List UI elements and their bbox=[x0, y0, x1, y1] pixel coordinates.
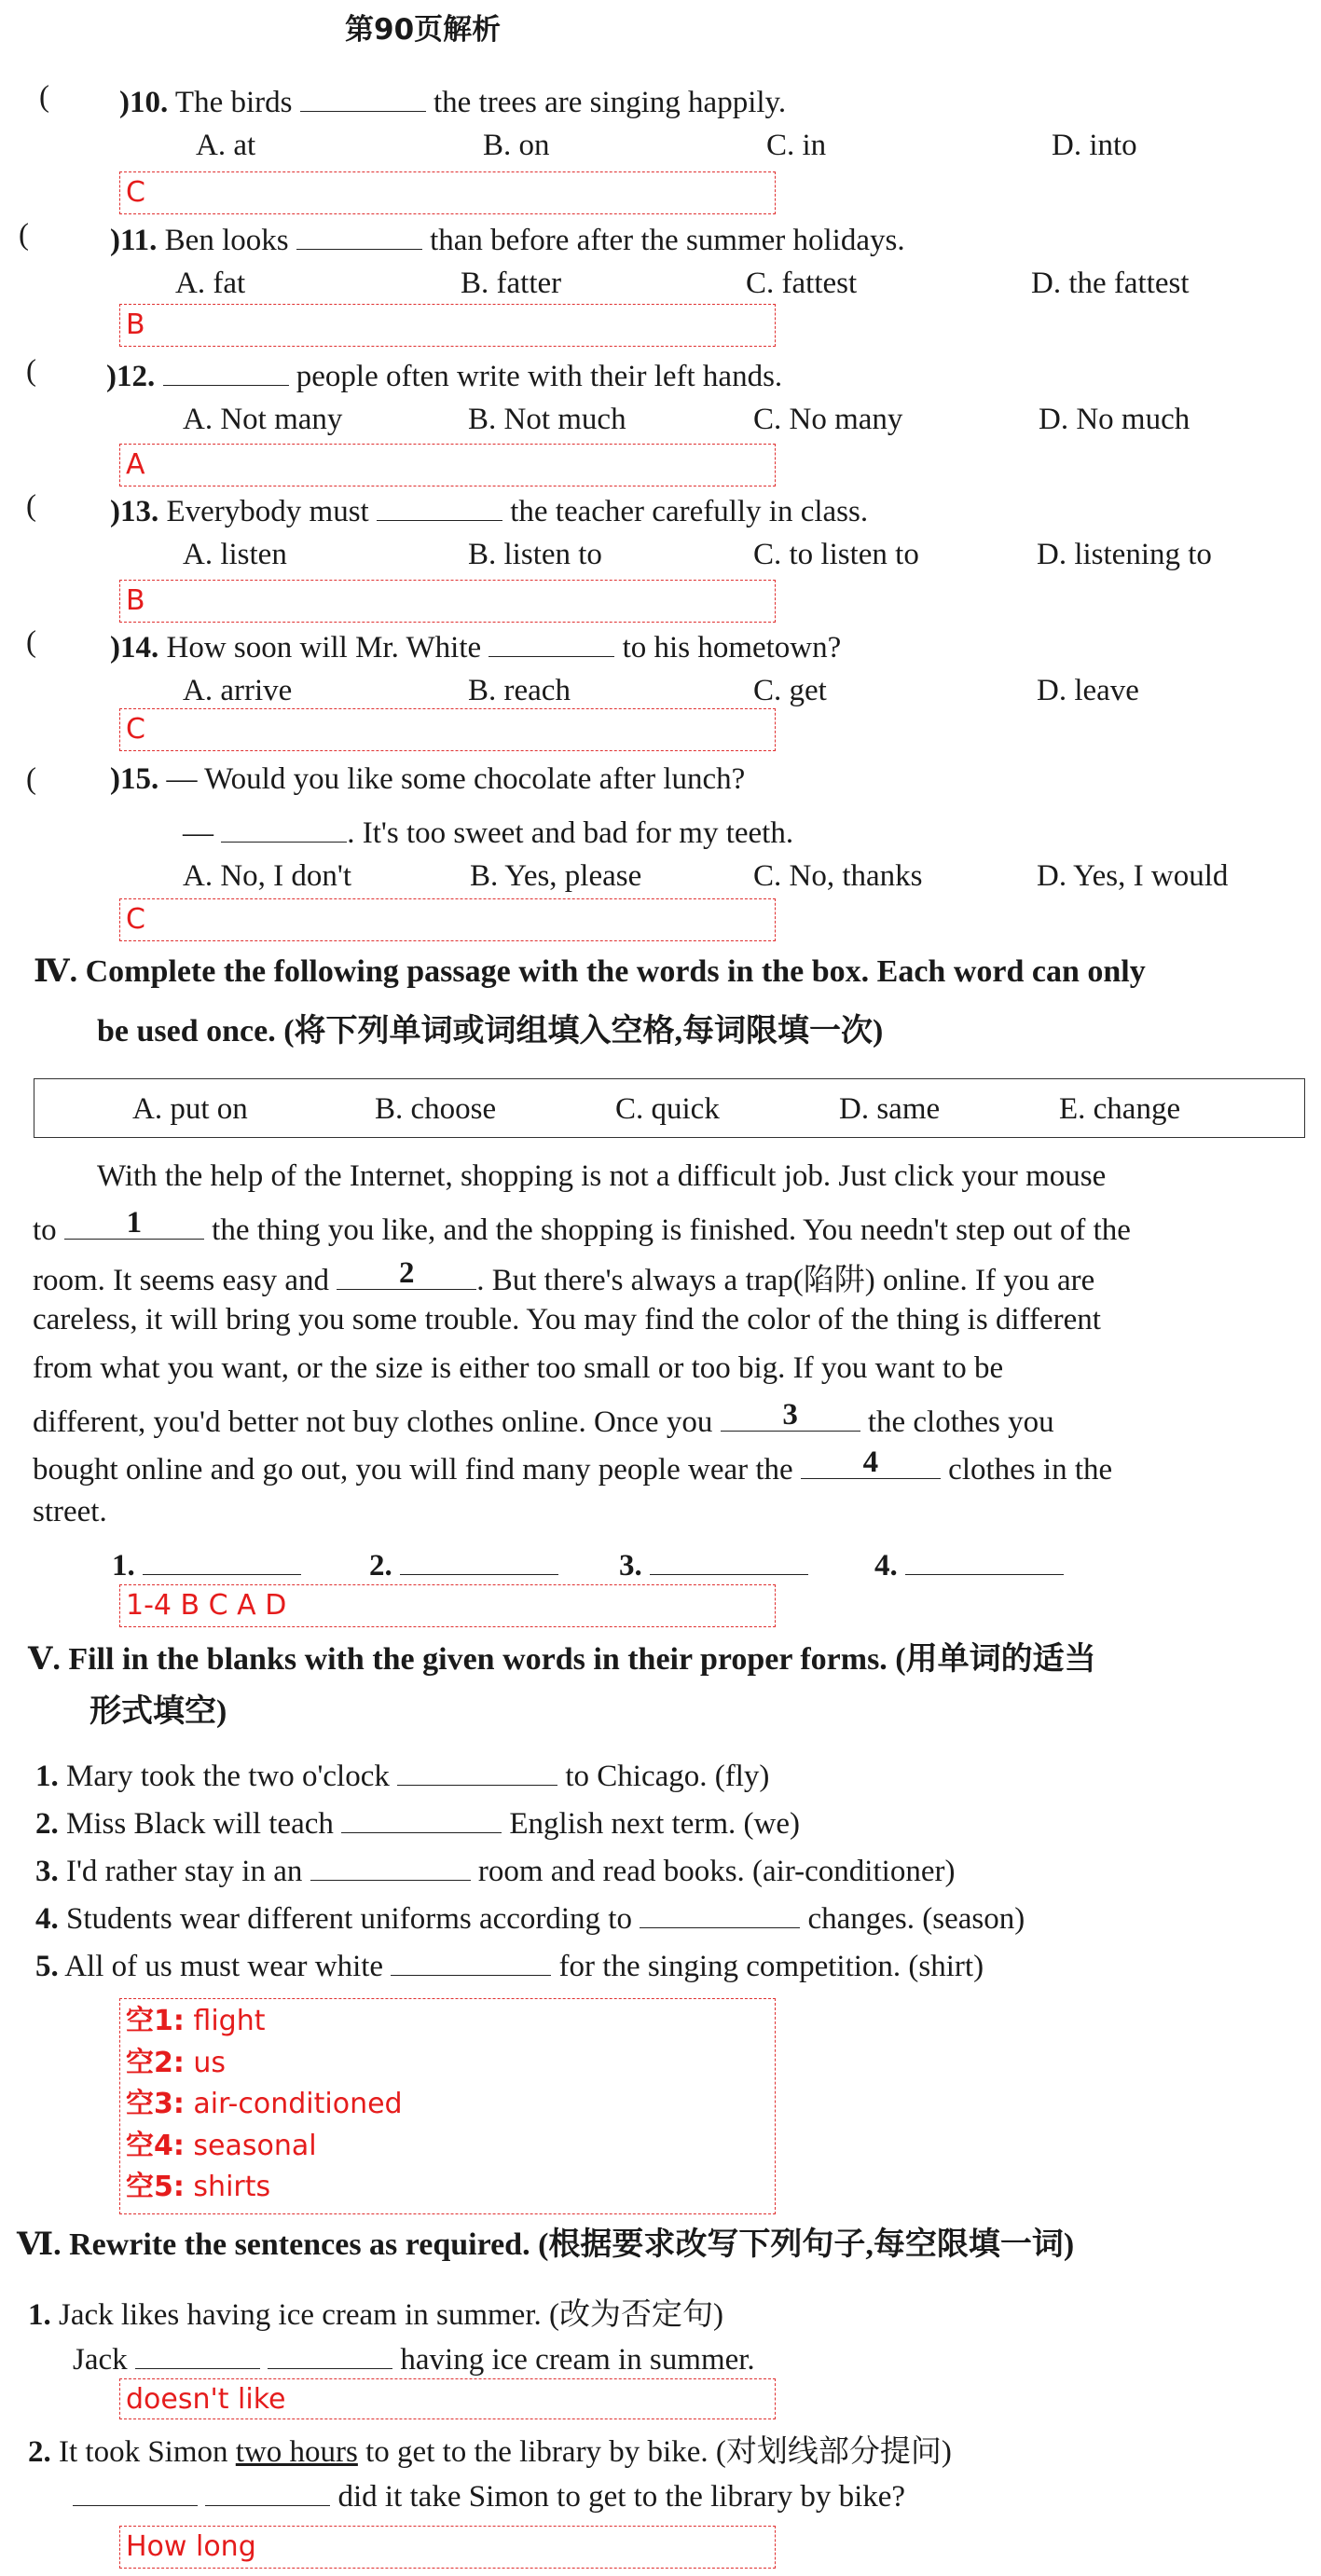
item-text: All of us must wear white bbox=[64, 1950, 384, 1983]
answer-box: How long bbox=[119, 2526, 776, 2569]
answer-box: A bbox=[119, 444, 776, 486]
item-text: did it take Simon to get to the library by bike? bbox=[337, 2480, 906, 2514]
passage-text: bought online and go out, you will find many people wear the bbox=[33, 1453, 793, 1487]
answer-label: 空3: bbox=[126, 2088, 185, 2120]
answer-line bbox=[369, 1543, 558, 1583]
question-text: than before after the summer holidays. bbox=[430, 224, 905, 257]
item-number: 5. bbox=[35, 1950, 59, 1983]
box-word: B. choose bbox=[375, 1092, 497, 1126]
section-heading-text: Fill in the blanks with the given words in their proper forms. (用单词的适当 bbox=[68, 1642, 1096, 1677]
answer-label: 空4: bbox=[126, 2129, 185, 2162]
passage-text: to bbox=[33, 1213, 57, 1247]
item-number: 1. bbox=[35, 1760, 59, 1793]
item-text: to Chicago. (fly) bbox=[565, 1760, 770, 1793]
question-text: the trees are singing happily. bbox=[433, 86, 787, 119]
section-heading-text: Complete the following passage with the words in the box. Each word can only bbox=[85, 954, 1146, 989]
question-number: )14. bbox=[110, 631, 159, 665]
item-text: Students wear different uniforms according to bbox=[66, 1902, 632, 1936]
item-text: changes. (season) bbox=[807, 1902, 1025, 1936]
answer-row bbox=[126, 2084, 769, 2126]
option: B. reach bbox=[468, 674, 571, 707]
answer-box: B bbox=[119, 304, 776, 347]
question-text: Ben looks bbox=[164, 224, 289, 257]
item-text: Jack likes having ice cream in summer. (改为否定句) bbox=[59, 2298, 723, 2332]
answer-paren: ( bbox=[26, 489, 36, 523]
question-number: )10. bbox=[119, 86, 169, 119]
answer-value: seasonal bbox=[193, 2129, 317, 2162]
page-title: 第90页解析 bbox=[345, 13, 502, 47]
answer-label: 1. bbox=[112, 1549, 135, 1583]
answer-box: C bbox=[119, 708, 776, 751]
option: A. No, I don't bbox=[183, 859, 352, 893]
item-text: Jack bbox=[73, 2343, 128, 2377]
option: D. the fattest bbox=[1031, 267, 1190, 300]
answer-value: shirts bbox=[193, 2171, 271, 2203]
item-text: room and read books. (air-conditioner) bbox=[477, 1855, 956, 1888]
passage-text: room. It seems easy and bbox=[33, 1264, 329, 1297]
option: D. into bbox=[1052, 129, 1137, 162]
rewrite-item-line2 bbox=[73, 2337, 755, 2377]
section-number: Ⅴ. bbox=[28, 1642, 61, 1677]
passage-text: different, you'd better not buy clothes online. Once you bbox=[33, 1405, 713, 1439]
item-text: for the singing competition. (shirt) bbox=[558, 1950, 984, 1983]
question-12 bbox=[106, 354, 782, 394]
passage-line bbox=[33, 1255, 1094, 1299]
option: C. to listen to bbox=[753, 538, 919, 571]
answer-label: 2. bbox=[369, 1549, 392, 1583]
blank-number: 3 bbox=[782, 1398, 798, 1432]
question-14 bbox=[110, 625, 841, 665]
item-text: to get to the library by bike. (对划线部分提问) bbox=[365, 2435, 952, 2469]
answer-label: 空2: bbox=[126, 2046, 185, 2079]
answer-label: 3. bbox=[619, 1549, 642, 1583]
option: D. leave bbox=[1037, 674, 1139, 707]
rewrite-item bbox=[28, 2427, 952, 2471]
passage-line: careless, it will bring you some trouble. You may find the color of the thing is different bbox=[33, 1303, 1101, 1336]
underlined-text: two hours bbox=[235, 2435, 358, 2469]
question-text: — Would you like some chocolate after lunch? bbox=[166, 762, 746, 796]
item-number: 2. bbox=[28, 2435, 51, 2469]
question-13 bbox=[110, 489, 868, 529]
section-5-heading-line2: 形式填空) bbox=[89, 1694, 227, 1729]
fill-item bbox=[35, 1897, 1025, 1937]
box-word: C. quick bbox=[615, 1092, 720, 1126]
option: D. No much bbox=[1039, 403, 1190, 436]
option: B. on bbox=[483, 129, 550, 162]
section-6-heading bbox=[17, 2218, 1074, 2264]
item-text: Mary took the two o'clock bbox=[66, 1760, 390, 1793]
option: A. fat bbox=[175, 267, 246, 300]
answer-value: us bbox=[193, 2046, 227, 2079]
passage-line: With the help of the Internet, shopping is not a difficult job. Just click your mouse bbox=[97, 1159, 1107, 1193]
passage-text: clothes in the bbox=[948, 1453, 1113, 1487]
answer-paren: ( bbox=[19, 218, 29, 252]
answer-paren: ( bbox=[26, 762, 36, 796]
option: B. listen to bbox=[468, 538, 602, 571]
answer-paren: ( bbox=[39, 80, 49, 114]
dash: — bbox=[183, 816, 213, 850]
answer-row bbox=[126, 2001, 769, 2043]
section-number: Ⅳ. bbox=[34, 954, 78, 989]
item-text: having ice cream in summer. bbox=[400, 2343, 755, 2377]
passage-text: the clothes you bbox=[867, 1405, 1054, 1439]
rewrite-item-line2 bbox=[73, 2474, 905, 2514]
item-number: 4. bbox=[35, 1902, 59, 1936]
answer-value: air-conditioned bbox=[193, 2088, 403, 2120]
answer-paren: ( bbox=[26, 354, 36, 388]
blank-number: 2 bbox=[399, 1256, 415, 1290]
answer-label: 空1: bbox=[126, 2005, 185, 2037]
answer-line bbox=[619, 1543, 808, 1583]
answer-label: 空5: bbox=[126, 2171, 185, 2203]
section-heading-text: Rewrite the sentences as required. (根据要求改写下列句子,每空限填一词) bbox=[69, 2227, 1075, 2262]
option: B. fatter bbox=[461, 267, 562, 300]
fill-item bbox=[35, 1944, 984, 1984]
item-text: Miss Black will teach bbox=[66, 1807, 334, 1841]
question-text: people often write with their left hands. bbox=[296, 360, 783, 393]
passage-line: street. bbox=[33, 1495, 107, 1528]
answer-box bbox=[119, 1998, 776, 2214]
option: C. get bbox=[753, 674, 827, 707]
option: A. arrive bbox=[183, 674, 293, 707]
question-11 bbox=[110, 218, 905, 258]
answer-row bbox=[126, 2126, 769, 2168]
box-word: A. put on bbox=[132, 1092, 248, 1126]
option: C. fattest bbox=[746, 267, 858, 300]
passage-line bbox=[33, 1447, 1112, 1487]
question-text: Everybody must bbox=[166, 495, 369, 528]
question-text: . It's too sweet and bad for my teeth. bbox=[347, 816, 794, 850]
answer-paren: ( bbox=[26, 625, 36, 659]
fill-item bbox=[35, 1849, 955, 1889]
item-text: English next term. (we) bbox=[509, 1807, 800, 1841]
answer-row bbox=[126, 2043, 769, 2085]
question-text: to his hometown? bbox=[622, 631, 842, 665]
answer-box: C bbox=[119, 898, 776, 941]
section-number: Ⅵ. bbox=[17, 2227, 62, 2262]
answer-box: doesn't like bbox=[119, 2378, 776, 2419]
option: B. Yes, please bbox=[470, 859, 642, 893]
blank-number: 1 bbox=[126, 1206, 143, 1240]
question-text: The birds bbox=[174, 86, 293, 119]
passage-line bbox=[33, 1400, 1054, 1440]
item-number: 2. bbox=[35, 1807, 59, 1841]
question-number: )15. bbox=[110, 762, 159, 796]
passage-line bbox=[33, 1208, 1131, 1248]
section-4-heading bbox=[34, 952, 1146, 990]
item-number: 1. bbox=[28, 2298, 51, 2332]
item-number: 3. bbox=[35, 1855, 59, 1888]
answer-line bbox=[874, 1543, 1064, 1583]
passage-text: the thing you like, and the shopping is finished. You needn't step out of the bbox=[212, 1213, 1131, 1247]
question-10 bbox=[119, 80, 786, 120]
option: C. No many bbox=[753, 403, 903, 436]
option: A. Not many bbox=[183, 403, 343, 436]
question-number: )11. bbox=[110, 224, 158, 257]
blank-number: 4 bbox=[862, 1446, 879, 1479]
answer-row bbox=[126, 2167, 769, 2209]
answer-label: 4. bbox=[874, 1549, 898, 1583]
option: B. Not much bbox=[468, 403, 626, 436]
answer-box: C bbox=[119, 171, 776, 214]
rewrite-item bbox=[28, 2290, 723, 2334]
fill-item bbox=[35, 1802, 800, 1842]
option: D. listening to bbox=[1037, 538, 1212, 571]
item-text: It took Simon bbox=[59, 2435, 228, 2469]
question-text: How soon will Mr. White bbox=[166, 631, 482, 665]
option: A. listen bbox=[183, 538, 287, 571]
box-word: E. change bbox=[1059, 1092, 1181, 1126]
answer-box: 1-4 B C A D bbox=[119, 1584, 776, 1627]
section-5-heading bbox=[28, 1633, 1096, 1679]
answer-value: flight bbox=[193, 2005, 266, 2037]
question-number: )12. bbox=[106, 360, 156, 393]
answer-line bbox=[112, 1543, 301, 1583]
item-text: I'd rather stay in an bbox=[66, 1855, 303, 1888]
passage-text: . But there's always a trap(陷阱) online. If you are bbox=[476, 1264, 1095, 1297]
fill-item bbox=[35, 1754, 769, 1794]
question-15-line2 bbox=[183, 811, 793, 851]
answer-box: B bbox=[119, 580, 776, 623]
option: C. No, thanks bbox=[753, 859, 923, 893]
box-word: D. same bbox=[839, 1092, 941, 1126]
question-15 bbox=[110, 762, 745, 797]
passage-line: from what you want, or the size is either too small or too big. If you want to be bbox=[33, 1351, 1004, 1385]
section-4-heading-line2: be used once. (将下列单词或词组填入空格,每词限填一次) bbox=[97, 1014, 884, 1048]
question-number: )13. bbox=[110, 495, 159, 528]
option: A. at bbox=[196, 129, 256, 162]
question-text: the teacher carefully in class. bbox=[510, 495, 869, 528]
option: D. Yes, I would bbox=[1037, 859, 1229, 893]
option: C. in bbox=[766, 129, 827, 162]
